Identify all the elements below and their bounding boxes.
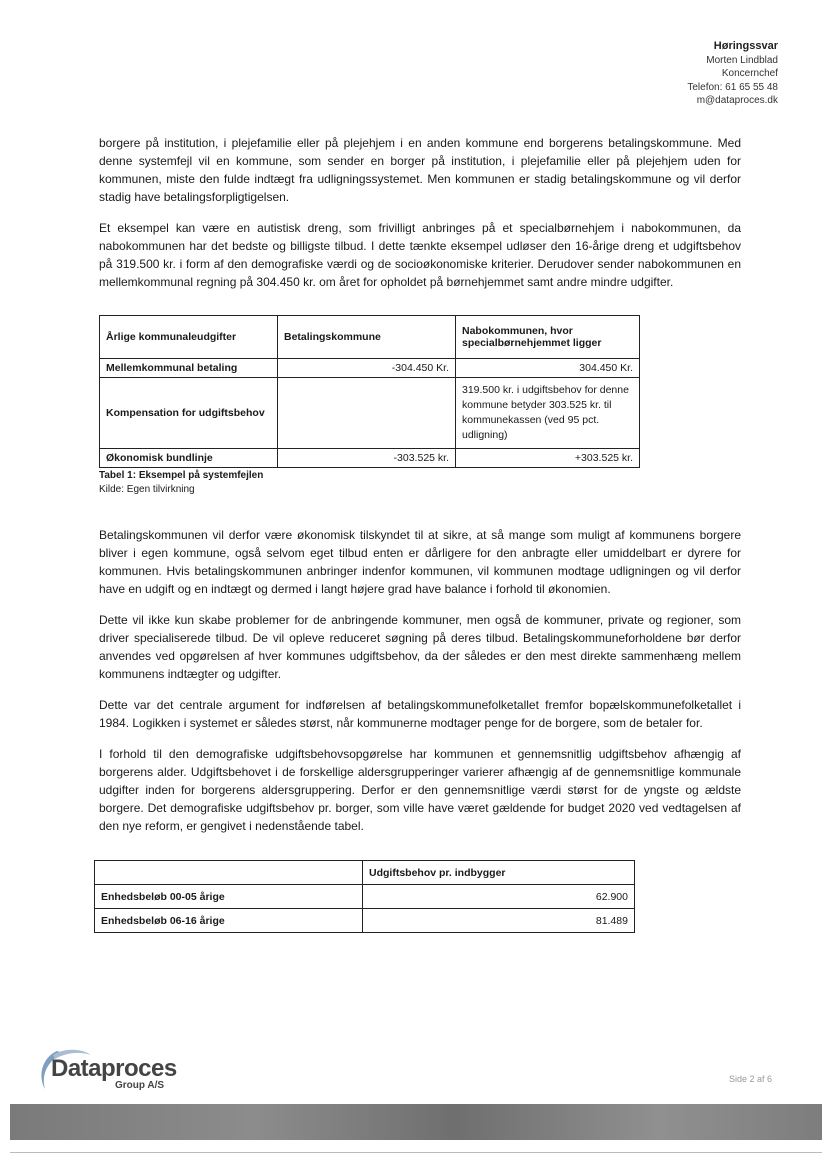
table-cell: 304.450 Kr. bbox=[456, 359, 640, 378]
table-header-cell: Årlige kommunaleudgifter bbox=[100, 316, 278, 359]
table-cell: Mellemkommunal betaling bbox=[100, 359, 278, 378]
table-cell: Økonomisk bundlinje bbox=[100, 449, 278, 468]
paragraph: Et eksempel kan være en autistisk dreng, som frivilligt anbringes på et specialbørnehjem i nabokommunen, da nabokommunen har det bedste og billigste tilbud. I dette tænkte eksempel udløser den 16-årige dreng et udgiftsbehov på 319.500 kr. i form af den demografiske værdi og de socioøkonomiske kriterier. Derudover sender nabokommunen en mellemkommunal regning på 304.450 kr. om året for opholdet på børnehjemmet samt andre mindre udgifter. bbox=[99, 221, 741, 289]
table-cell: -304.450 Kr. bbox=[278, 359, 456, 378]
document-body bbox=[99, 134, 741, 933]
table-row bbox=[100, 449, 640, 468]
table-header-row bbox=[100, 316, 640, 359]
table-header-row bbox=[95, 861, 635, 885]
table-cell: +303.525 kr. bbox=[456, 449, 640, 468]
page-number: Side 2 af 6 bbox=[728, 1074, 772, 1084]
table-caption: Tabel 1: Eksempel på systemfejlen bbox=[99, 470, 264, 481]
table-header-cell: Udgiftsbehov pr. indbygger bbox=[363, 861, 635, 885]
header-name: Morten Lindblad bbox=[706, 54, 778, 66]
table-cell: Kompensation for udgiftsbehov bbox=[100, 378, 278, 449]
logo-name: Dataproces bbox=[51, 1055, 177, 1082]
table-header-cell: Nabokommunen, hvor specialbørnehjemmet ligger bbox=[456, 316, 640, 359]
table-cell: Enhedsbeløb 06-16 årige bbox=[95, 909, 363, 933]
table-cell bbox=[278, 378, 456, 449]
footer-bar bbox=[10, 1104, 822, 1140]
table-row bbox=[95, 909, 635, 933]
table-source: Kilde: Egen tilvirkning bbox=[99, 484, 195, 495]
table-cell: 81.489 bbox=[363, 909, 635, 933]
table-cell: 62.900 bbox=[363, 885, 635, 909]
systemfejl-table bbox=[99, 315, 640, 468]
table-cell: Enhedsbeløb 00-05 årige bbox=[95, 885, 363, 909]
footer-divider bbox=[10, 1152, 822, 1153]
table-cell: 319.500 kr. i udgiftsbehov for denne kommune betyder 303.525 kr. til kommunekassen (ved 95 pct. udligning) bbox=[456, 378, 640, 449]
udgiftsbehov-table bbox=[94, 860, 635, 933]
paragraph: I forhold til den demografiske udgiftsbehovsopgørelse har kommunen et gennemsnitlig udgiftsbehov afhængig af borgerens alder. Udgiftsbehovet i de forskellige aldersgrupperinger varierer afhængig af de gennemsnitlige kommunale udgifter inden for borgerens aldersgruppering. Derfor er den gennemsnitlige værdi størst for de yngste og ældste borgere. Det demografiske udgiftsbehov pr. borger, som ville have været gældende for budget 2020 ved vedtagelsen af den nye reform, er gengivet i nedenstående tabel. bbox=[99, 747, 741, 833]
header-email[interactable]: m@dataproces.dk bbox=[696, 95, 778, 106]
logo-subtitle: Group A/S bbox=[115, 1080, 165, 1091]
table-row bbox=[100, 359, 640, 378]
table-row bbox=[100, 378, 640, 449]
table-cell: -303.525 kr. bbox=[278, 449, 456, 468]
paragraph: Dette vil ikke kun skabe problemer for de anbringende kommuner, men også de kommuner, private og regioner, som driver specialiserede tilbud. De vil opleve reduceret søgning på deres tilbud. Betalingskommuneforholdene bør derfor anvendes ved opgørelsen af hver kommunes udgiftsbehov, da der således er den mest direkte sammenhæng mellem kommunens indtægter og udgifter. bbox=[99, 613, 741, 681]
page-header bbox=[687, 40, 778, 108]
table-header-cell bbox=[95, 861, 363, 885]
paragraph: borgere på institution, i plejefamilie eller på plejehjem i en anden kommune end borgerens betalingskommune. Med denne systemfejl vil en kommune, som sender en borger på institution, i plejefamilie eller på plejehjem uden for kommunen, miste den fulde indtægt fra udligningssystemet. Men kommunen er stadig betalingskommune og vil derfor stadig have betalingsforpligtigelsen. bbox=[99, 136, 741, 204]
paragraph: Dette var det centrale argument for indførelsen af betalingskommunefolketallet fremfor bopælskommunefolketallet i 1984. Logikken i systemet er således størst, når kommunerne modtager penge for de borgere, som de betaler for. bbox=[99, 698, 741, 730]
table-row bbox=[95, 885, 635, 909]
header-role: Koncernchef bbox=[721, 68, 778, 79]
header-title: Høringssvar bbox=[713, 40, 778, 52]
header-phone: Telefon: 61 65 55 48 bbox=[687, 81, 778, 93]
paragraph: Betalingskommunen vil derfor være økonomisk tilskyndet til at sikre, at så mange som muligt af kommunens borgere bliver i egen kommune, også selvom eget tilbud enten er dårligere for den anbragte eller umiddelbart er dyrere for kommunen. Hvis betalingskommunen anbringer indenfor kommunen, vil kommunen modtage udligningen og vil derfor have en udgift og en indtægt og dermed i langt højere grad have balance i forhold til økonomien. bbox=[99, 528, 741, 596]
table-header-cell: Betalingskommune bbox=[278, 316, 456, 359]
